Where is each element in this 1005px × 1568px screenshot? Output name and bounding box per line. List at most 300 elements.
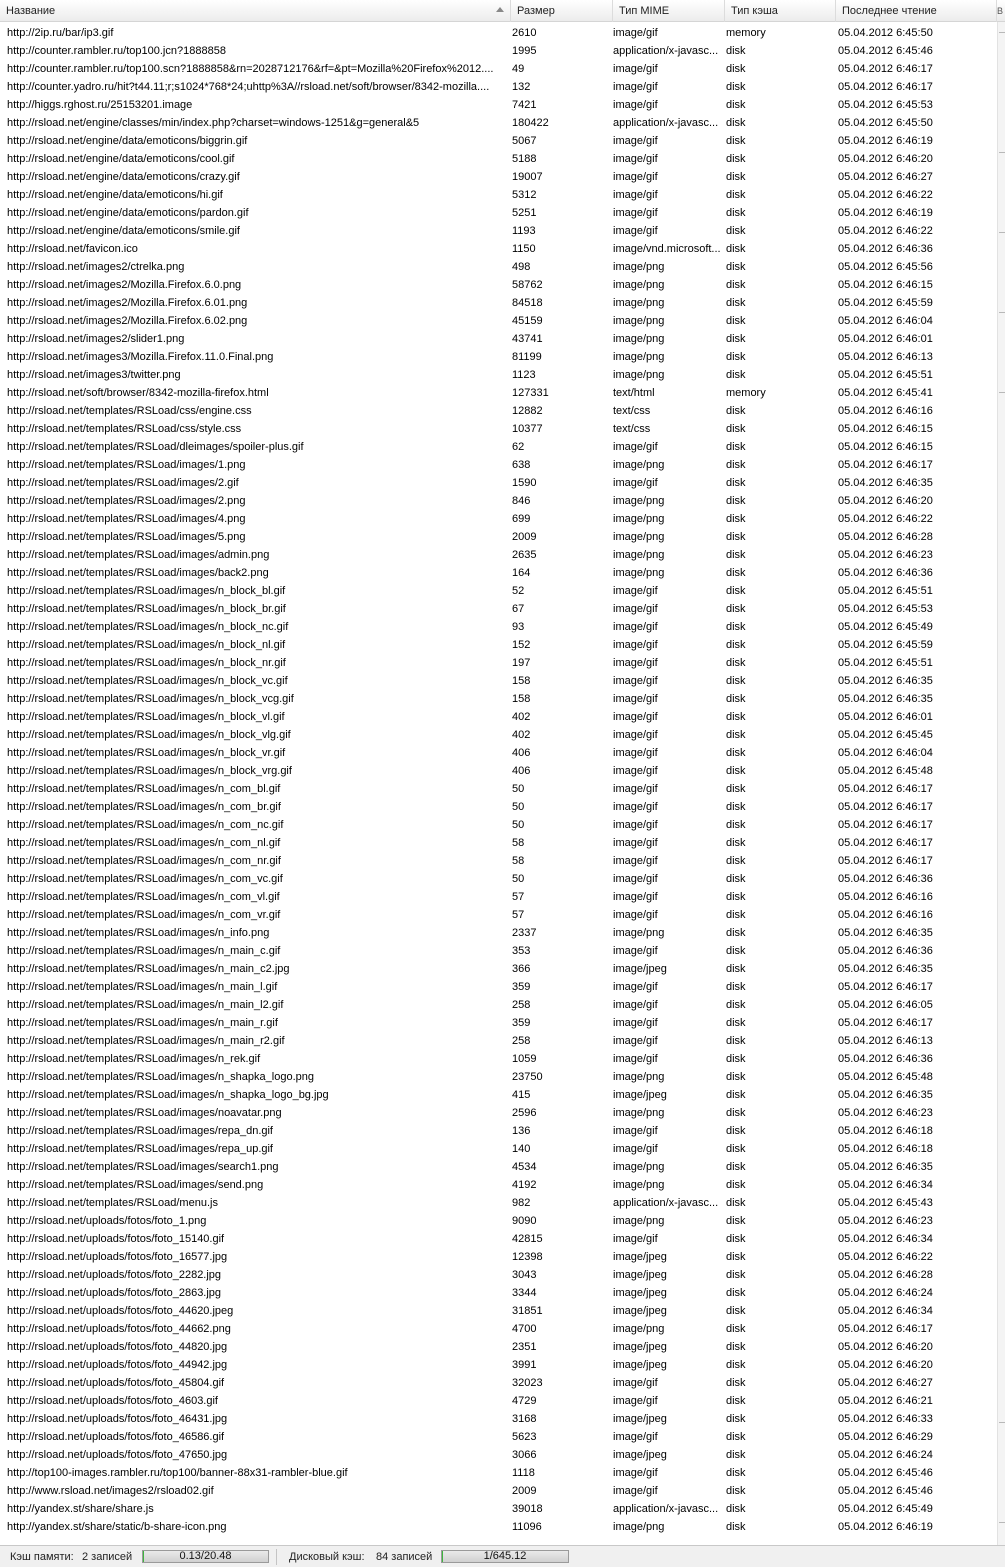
entry-mime: image/gif bbox=[613, 855, 658, 867]
entry-name: http://rsload.net/templates/RSLoad/images/n_block_vlg.gif bbox=[7, 729, 291, 741]
entry-last-read: 05.04.2012 6:45:46 bbox=[838, 1485, 933, 1497]
table-row[interactable] bbox=[0, 1212, 997, 1230]
table-row[interactable] bbox=[0, 1032, 997, 1050]
entry-last-read: 05.04.2012 6:46:35 bbox=[838, 1161, 933, 1173]
entry-mime: image/gif bbox=[613, 801, 658, 813]
table-row[interactable] bbox=[0, 132, 997, 150]
entry-name: http://rsload.net/templates/RSLoad/images/n_block_bl.gif bbox=[7, 585, 286, 597]
entry-cache-type: disk bbox=[726, 189, 746, 201]
table-row[interactable] bbox=[0, 978, 997, 996]
entry-cache-type: disk bbox=[726, 675, 746, 687]
table-row[interactable] bbox=[0, 906, 997, 924]
entry-size: 1995 bbox=[512, 45, 537, 57]
table-row[interactable] bbox=[0, 96, 997, 114]
entry-mime: image/gif bbox=[613, 819, 658, 831]
entry-name: http://rsload.net/engine/data/emoticons/smile.gif bbox=[7, 225, 240, 237]
table-row[interactable] bbox=[0, 1266, 997, 1284]
entry-mime: text/css bbox=[613, 405, 651, 417]
entry-name: http://top100-images.rambler.ru/top100/banner-88x31-rambler-blue.gif bbox=[7, 1467, 348, 1479]
entry-size: 49 bbox=[512, 63, 525, 75]
table-row[interactable] bbox=[0, 1104, 997, 1122]
table-row[interactable] bbox=[0, 42, 997, 60]
entry-mime: image/gif bbox=[613, 891, 658, 903]
column-header-size[interactable] bbox=[511, 0, 613, 22]
entry-name: http://rsload.net/templates/RSLoad/dleimages/spoiler-plus.gif bbox=[7, 441, 304, 453]
table-row[interactable] bbox=[0, 1086, 997, 1104]
table-row[interactable] bbox=[0, 24, 997, 42]
entry-mime: image/gif bbox=[613, 441, 658, 453]
entry-size: 136 bbox=[512, 1125, 531, 1137]
entry-mime: image/gif bbox=[613, 747, 658, 759]
entry-cache-type: disk bbox=[726, 477, 746, 489]
table-row[interactable] bbox=[0, 924, 997, 942]
entry-name: http://rsload.net/templates/RSLoad/images/5.png bbox=[7, 531, 246, 543]
table-row[interactable] bbox=[0, 708, 997, 726]
entry-size: 3043 bbox=[512, 1269, 537, 1281]
entry-last-read: 05.04.2012 6:46:28 bbox=[838, 1269, 933, 1281]
table-row[interactable] bbox=[0, 420, 997, 438]
entry-size: 1193 bbox=[512, 225, 536, 237]
entry-size: 52 bbox=[512, 585, 525, 597]
entry-mime: image/gif bbox=[613, 783, 658, 795]
table-row[interactable] bbox=[0, 240, 997, 258]
entry-name: http://2ip.ru/bar/ip3.gif bbox=[7, 27, 114, 39]
entry-size: 3344 bbox=[512, 1287, 537, 1299]
entry-name: http://rsload.net/templates/RSLoad/images/n_com_br.gif bbox=[7, 801, 281, 813]
entry-mime: application/x-javasc... bbox=[613, 45, 719, 57]
entry-name: http://rsload.net/templates/RSLoad/images/repa_up.gif bbox=[7, 1143, 273, 1155]
entry-last-read: 05.04.2012 6:46:16 bbox=[838, 891, 933, 903]
entry-last-read: 05.04.2012 6:45:41 bbox=[838, 387, 933, 399]
entry-last-read: 05.04.2012 6:46:21 bbox=[838, 1395, 933, 1407]
table-row[interactable] bbox=[0, 60, 997, 78]
entry-cache-type: disk bbox=[726, 243, 746, 255]
entry-cache-type: disk bbox=[726, 225, 746, 237]
entry-mime: image/png bbox=[613, 495, 665, 507]
table-row[interactable] bbox=[0, 852, 997, 870]
entry-last-read: 05.04.2012 6:46:17 bbox=[838, 819, 933, 831]
status-separator bbox=[276, 1549, 277, 1565]
table-row[interactable] bbox=[0, 1320, 997, 1338]
entry-cache-type: disk bbox=[726, 459, 746, 471]
table-row[interactable] bbox=[0, 510, 997, 528]
entry-name: http://rsload.net/uploads/fotos/foto_46586.gif bbox=[7, 1431, 225, 1443]
entry-size: 158 bbox=[512, 693, 531, 705]
entry-name: http://rsload.net/engine/data/emoticons/hi.gif bbox=[7, 189, 223, 201]
table-row[interactable] bbox=[0, 1482, 997, 1500]
entry-size: 1150 bbox=[512, 243, 536, 255]
column-picker-button[interactable] bbox=[997, 0, 1005, 22]
table-row[interactable] bbox=[0, 1518, 997, 1536]
column-header-name[interactable] bbox=[0, 0, 511, 22]
entry-size: 39018 bbox=[512, 1503, 543, 1515]
entry-mime: image/gif bbox=[613, 1377, 658, 1389]
entry-last-read: 05.04.2012 6:45:45 bbox=[838, 729, 933, 741]
entry-name: http://rsload.net/templates/RSLoad/images/2.gif bbox=[7, 477, 239, 489]
entry-last-read: 05.04.2012 6:46:22 bbox=[838, 513, 933, 525]
column-header-name-label: Название bbox=[6, 5, 56, 17]
entry-last-read: 05.04.2012 6:45:48 bbox=[838, 1071, 933, 1083]
entry-cache-type: disk bbox=[726, 297, 746, 309]
entry-mime: image/gif bbox=[613, 981, 658, 993]
column-header-cache-type-label: Тип кэша bbox=[731, 5, 778, 17]
entry-mime: image/png bbox=[613, 459, 665, 471]
table-row[interactable] bbox=[0, 1050, 997, 1068]
memory-cache-label: Кэш памяти: bbox=[10, 1551, 74, 1563]
entry-mime: image/gif bbox=[613, 1017, 658, 1029]
table-row[interactable] bbox=[0, 474, 997, 492]
table-row[interactable] bbox=[0, 276, 997, 294]
table-row[interactable] bbox=[0, 78, 997, 96]
disk-cache-usage: 1/645.12 bbox=[483, 1550, 527, 1562]
table-row[interactable] bbox=[0, 780, 997, 798]
entry-last-read: 05.04.2012 6:46:22 bbox=[838, 1251, 933, 1263]
entry-size: 406 bbox=[512, 747, 531, 759]
entry-last-read: 05.04.2012 6:45:48 bbox=[838, 765, 933, 777]
entry-name: http://rsload.net/templates/RSLoad/images/n_com_vr.gif bbox=[7, 909, 281, 921]
table-row[interactable] bbox=[0, 690, 997, 708]
entry-last-read: 05.04.2012 6:46:35 bbox=[838, 477, 933, 489]
column-header bbox=[0, 0, 997, 22]
entry-cache-type: disk bbox=[726, 333, 746, 345]
entry-cache-type: disk bbox=[726, 981, 746, 993]
entry-last-read: 05.04.2012 6:46:36 bbox=[838, 945, 933, 957]
entry-cache-type: disk bbox=[726, 405, 746, 417]
entry-last-read: 05.04.2012 6:46:33 bbox=[838, 1413, 933, 1425]
entry-cache-type: disk bbox=[726, 207, 746, 219]
scrollbar-mark bbox=[999, 1422, 1005, 1423]
entry-mime: image/gif bbox=[613, 873, 658, 885]
table-row[interactable] bbox=[0, 1392, 997, 1410]
table-row[interactable] bbox=[0, 492, 997, 510]
table-row[interactable] bbox=[0, 528, 997, 546]
entry-last-read: 05.04.2012 6:46:20 bbox=[838, 153, 933, 165]
table-row[interactable] bbox=[0, 456, 997, 474]
table-row[interactable] bbox=[0, 1140, 997, 1158]
table-row[interactable] bbox=[0, 222, 997, 240]
entry-cache-type: disk bbox=[726, 1269, 746, 1281]
entry-mime: image/gif bbox=[613, 171, 658, 183]
disk-cache-label: Дисковый кэш: bbox=[289, 1551, 365, 1563]
table-row[interactable] bbox=[0, 798, 997, 816]
table-row[interactable] bbox=[0, 1446, 997, 1464]
table-row[interactable] bbox=[0, 438, 997, 456]
entry-last-read: 05.04.2012 6:45:53 bbox=[838, 99, 933, 111]
entry-cache-type: disk bbox=[726, 873, 746, 885]
table-row[interactable] bbox=[0, 258, 997, 276]
disk-cache-entries: 84 записей bbox=[376, 1551, 433, 1563]
table-row[interactable] bbox=[0, 168, 997, 186]
entry-size: 9090 bbox=[512, 1215, 537, 1227]
entry-name: http://rsload.net/images2/Mozilla.Firefox.6.0.png bbox=[7, 279, 242, 291]
entry-cache-type: disk bbox=[726, 1287, 746, 1299]
entry-last-read: 05.04.2012 6:46:17 bbox=[838, 1323, 933, 1335]
entry-mime: image/png bbox=[613, 1071, 665, 1083]
entry-mime: application/x-javasc... bbox=[613, 117, 719, 129]
table-row[interactable] bbox=[0, 1194, 997, 1212]
entry-size: 5623 bbox=[512, 1431, 537, 1443]
entry-last-read: 05.04.2012 6:45:49 bbox=[838, 621, 933, 633]
cache-entry-list bbox=[0, 24, 997, 1536]
entry-cache-type: memory bbox=[726, 27, 766, 39]
entry-last-read: 05.04.2012 6:46:15 bbox=[838, 441, 933, 453]
entry-last-read: 05.04.2012 6:46:34 bbox=[838, 1305, 933, 1317]
entry-mime: image/gif bbox=[613, 621, 658, 633]
table-row[interactable] bbox=[0, 942, 997, 960]
table-row[interactable] bbox=[0, 672, 997, 690]
table-row[interactable] bbox=[0, 888, 997, 906]
entry-mime: image/gif bbox=[613, 1035, 658, 1047]
entry-last-read: 05.04.2012 6:46:23 bbox=[838, 1215, 933, 1227]
entry-last-read: 05.04.2012 6:46:36 bbox=[838, 1053, 933, 1065]
table-row[interactable] bbox=[0, 1230, 997, 1248]
entry-name: http://www.rsload.net/images2/rsload02.gif bbox=[7, 1485, 214, 1497]
entry-cache-type: disk bbox=[726, 1017, 746, 1029]
entry-size: 197 bbox=[512, 657, 531, 669]
entry-size: 258 bbox=[512, 1035, 531, 1047]
entry-mime: image/jpeg bbox=[613, 963, 667, 975]
entry-size: 5067 bbox=[512, 135, 537, 147]
entry-name: http://rsload.net/uploads/fotos/foto_4603.gif bbox=[7, 1395, 218, 1407]
table-row[interactable] bbox=[0, 1068, 997, 1086]
table-row[interactable] bbox=[0, 600, 997, 618]
table-row[interactable] bbox=[0, 582, 997, 600]
entry-cache-type: disk bbox=[726, 621, 746, 633]
table-row[interactable] bbox=[0, 564, 997, 582]
entry-mime: image/gif bbox=[613, 1125, 658, 1137]
entry-cache-type: disk bbox=[726, 1197, 746, 1209]
entry-last-read: 05.04.2012 6:45:53 bbox=[838, 603, 933, 615]
entry-last-read: 05.04.2012 6:46:17 bbox=[838, 837, 933, 849]
entry-size: 31851 bbox=[512, 1305, 543, 1317]
entry-cache-type: disk bbox=[726, 783, 746, 795]
entry-size: 19007 bbox=[512, 171, 543, 183]
table-row[interactable] bbox=[0, 1410, 997, 1428]
table-row[interactable] bbox=[0, 294, 997, 312]
entry-name: http://rsload.net/images2/Mozilla.Firefox.6.02.png bbox=[7, 315, 248, 327]
entry-size: 1590 bbox=[512, 477, 537, 489]
entry-last-read: 05.04.2012 6:45:59 bbox=[838, 297, 933, 309]
entry-name: http://rsload.net/uploads/fotos/foto_47650.jpg bbox=[7, 1449, 228, 1461]
table-row[interactable] bbox=[0, 1500, 997, 1518]
entry-mime: image/png bbox=[613, 1215, 665, 1227]
table-row[interactable] bbox=[0, 402, 997, 420]
entry-cache-type: disk bbox=[726, 747, 746, 759]
entry-name: http://rsload.net/images3/Mozilla.Firefox.11.0.Final.png bbox=[7, 351, 274, 363]
entry-last-read: 05.04.2012 6:45:46 bbox=[838, 45, 933, 57]
entry-name: http://rsload.net/templates/RSLoad/images/n_block_nl.gif bbox=[7, 639, 286, 651]
table-row[interactable] bbox=[0, 366, 997, 384]
table-row[interactable] bbox=[0, 834, 997, 852]
entry-mime: image/gif bbox=[613, 675, 658, 687]
entry-name: http://rsload.net/engine/data/emoticons/pardon.gif bbox=[7, 207, 249, 219]
entry-cache-type: disk bbox=[726, 729, 746, 741]
table-row[interactable] bbox=[0, 1374, 997, 1392]
entry-name: http://rsload.net/uploads/fotos/foto_1.png bbox=[7, 1215, 207, 1227]
entry-size: 1123 bbox=[512, 369, 536, 381]
entry-cache-type: disk bbox=[726, 945, 746, 957]
entry-cache-type: disk bbox=[726, 369, 746, 381]
table-row[interactable] bbox=[0, 384, 997, 402]
entry-size: 366 bbox=[512, 963, 531, 975]
entry-cache-type: disk bbox=[726, 531, 746, 543]
entry-last-read: 05.04.2012 6:46:15 bbox=[838, 423, 933, 435]
entry-cache-type: disk bbox=[726, 1467, 746, 1479]
column-header-last-read-label: Последнее чтение bbox=[842, 5, 937, 17]
entry-cache-type: disk bbox=[726, 1035, 746, 1047]
entry-mime: image/gif bbox=[613, 1485, 658, 1497]
table-row[interactable] bbox=[0, 546, 997, 564]
table-row[interactable] bbox=[0, 744, 997, 762]
column-header-last-read[interactable] bbox=[836, 0, 997, 22]
entry-mime: image/jpeg bbox=[613, 1089, 667, 1101]
entry-last-read: 05.04.2012 6:46:28 bbox=[838, 531, 933, 543]
table-row[interactable] bbox=[0, 114, 997, 132]
entry-name: http://rsload.net/templates/RSLoad/css/style.css bbox=[7, 423, 242, 435]
vertical-scrollbar[interactable] bbox=[997, 22, 1005, 1545]
entry-last-read: 05.04.2012 6:46:19 bbox=[838, 207, 933, 219]
entry-last-read: 05.04.2012 6:46:17 bbox=[838, 783, 933, 795]
table-row[interactable] bbox=[0, 348, 997, 366]
entry-size: 359 bbox=[512, 981, 531, 993]
entry-cache-type: disk bbox=[726, 1251, 746, 1263]
table-row[interactable] bbox=[0, 150, 997, 168]
entry-name: http://rsload.net/uploads/fotos/foto_15140.gif bbox=[7, 1233, 225, 1245]
table-row[interactable] bbox=[0, 870, 997, 888]
column-picker-label: В bbox=[997, 6, 1004, 16]
entry-last-read: 05.04.2012 6:46:23 bbox=[838, 1107, 933, 1119]
table-row[interactable] bbox=[0, 1014, 997, 1032]
entry-mime: image/gif bbox=[613, 153, 658, 165]
table-row[interactable] bbox=[0, 204, 997, 222]
entry-mime: image/gif bbox=[613, 1395, 658, 1407]
entry-cache-type: disk bbox=[726, 1179, 746, 1191]
entry-last-read: 05.04.2012 6:46:22 bbox=[838, 189, 933, 201]
table-row[interactable] bbox=[0, 1428, 997, 1446]
entry-cache-type: disk bbox=[726, 1341, 746, 1353]
entry-size: 10377 bbox=[512, 423, 543, 435]
entry-name: http://rsload.net/soft/browser/8342-mozilla-firefox.html bbox=[7, 387, 269, 399]
entry-cache-type: disk bbox=[726, 567, 746, 579]
entry-mime: image/gif bbox=[613, 909, 658, 921]
table-row[interactable] bbox=[0, 1338, 997, 1356]
entry-name: http://rsload.net/templates/RSLoad/images/n_main_l.gif bbox=[7, 981, 278, 993]
entry-last-read: 05.04.2012 6:46:36 bbox=[838, 873, 933, 885]
table-row[interactable] bbox=[0, 960, 997, 978]
entry-last-read: 05.04.2012 6:46:20 bbox=[838, 1359, 933, 1371]
table-row[interactable] bbox=[0, 636, 997, 654]
entry-mime: image/gif bbox=[613, 837, 658, 849]
entry-size: 699 bbox=[512, 513, 531, 525]
entry-name: http://rsload.net/images3/twitter.png bbox=[7, 369, 181, 381]
table-row[interactable] bbox=[0, 762, 997, 780]
entry-name: http://higgs.rghost.ru/25153201.image bbox=[7, 99, 193, 111]
entry-mime: image/gif bbox=[613, 477, 658, 489]
entry-size: 58 bbox=[512, 837, 525, 849]
entry-mime: image/png bbox=[613, 531, 665, 543]
table-row[interactable] bbox=[0, 1176, 997, 1194]
entry-name: http://rsload.net/templates/RSLoad/images/2.png bbox=[7, 495, 246, 507]
table-row[interactable] bbox=[0, 1122, 997, 1140]
table-row[interactable] bbox=[0, 1464, 997, 1482]
entry-name: http://rsload.net/templates/RSLoad/images/n_shapka_logo.png bbox=[7, 1071, 314, 1083]
scrollbar-mark bbox=[999, 1522, 1005, 1523]
entry-last-read: 05.04.2012 6:46:05 bbox=[838, 999, 933, 1011]
scrollbar-mark bbox=[999, 232, 1005, 233]
entry-last-read: 05.04.2012 6:45:46 bbox=[838, 1467, 933, 1479]
entry-size: 415 bbox=[512, 1089, 531, 1101]
table-row[interactable] bbox=[0, 312, 997, 330]
entry-last-read: 05.04.2012 6:46:36 bbox=[838, 243, 933, 255]
entry-mime: image/png bbox=[613, 297, 665, 309]
entry-size: 4729 bbox=[512, 1395, 537, 1407]
entry-cache-type: disk bbox=[726, 711, 746, 723]
entry-last-read: 05.04.2012 6:46:18 bbox=[838, 1125, 933, 1137]
entry-size: 2351 bbox=[512, 1341, 537, 1353]
entry-size: 2337 bbox=[512, 927, 537, 939]
entry-size: 23750 bbox=[512, 1071, 543, 1083]
entry-last-read: 05.04.2012 6:46:13 bbox=[838, 351, 933, 363]
entry-cache-type: disk bbox=[726, 513, 746, 525]
table-row[interactable] bbox=[0, 330, 997, 348]
table-row[interactable] bbox=[0, 186, 997, 204]
entry-mime: image/jpeg bbox=[613, 1251, 667, 1263]
column-header-cache-type[interactable] bbox=[725, 0, 836, 22]
table-row[interactable] bbox=[0, 1356, 997, 1374]
entry-name: http://rsload.net/templates/RSLoad/images/search1.png bbox=[7, 1161, 279, 1173]
table-row[interactable] bbox=[0, 816, 997, 834]
entry-mime: image/gif bbox=[613, 99, 658, 111]
entry-cache-type: disk bbox=[726, 801, 746, 813]
entry-mime: image/png bbox=[613, 927, 665, 939]
table-row[interactable] bbox=[0, 1158, 997, 1176]
entry-name: http://rsload.net/engine/data/emoticons/crazy.gif bbox=[7, 171, 240, 183]
entry-cache-type: disk bbox=[726, 927, 746, 939]
entry-mime: image/gif bbox=[613, 1467, 658, 1479]
entry-mime: application/x-javasc... bbox=[613, 1197, 719, 1209]
entry-last-read: 05.04.2012 6:46:17 bbox=[838, 81, 933, 93]
table-row[interactable] bbox=[0, 1284, 997, 1302]
entry-mime: image/png bbox=[613, 549, 665, 561]
entry-last-read: 05.04.2012 6:45:43 bbox=[838, 1197, 933, 1209]
entry-cache-type: disk bbox=[726, 99, 746, 111]
entry-mime: image/gif bbox=[613, 639, 658, 651]
entry-name: http://rsload.net/images2/Mozilla.Firefox.6.01.png bbox=[7, 297, 248, 309]
entry-size: 846 bbox=[512, 495, 531, 507]
entry-name: http://rsload.net/images2/ctrelka.png bbox=[7, 261, 185, 273]
entry-size: 58762 bbox=[512, 279, 543, 291]
table-row[interactable] bbox=[0, 618, 997, 636]
entry-last-read: 05.04.2012 6:45:59 bbox=[838, 639, 933, 651]
entry-mime: image/gif bbox=[613, 999, 658, 1011]
table-row[interactable] bbox=[0, 1248, 997, 1266]
entry-last-read: 05.04.2012 6:46:17 bbox=[838, 459, 933, 471]
entry-size: 2009 bbox=[512, 1485, 537, 1497]
entry-cache-type: disk bbox=[726, 423, 746, 435]
table-row[interactable] bbox=[0, 726, 997, 744]
table-row[interactable] bbox=[0, 654, 997, 672]
entry-cache-type: disk bbox=[726, 1485, 746, 1497]
entry-name: http://rsload.net/templates/RSLoad/images/n_shapka_logo_bg.jpg bbox=[7, 1089, 329, 1101]
entry-name: http://rsload.net/templates/RSLoad/menu.js bbox=[7, 1197, 218, 1209]
table-row[interactable] bbox=[0, 1302, 997, 1320]
column-header-mime[interactable] bbox=[613, 0, 725, 22]
entry-last-read: 05.04.2012 6:45:50 bbox=[838, 117, 933, 129]
entry-cache-type: disk bbox=[726, 1089, 746, 1101]
entry-name: http://rsload.net/templates/RSLoad/images/n_rek.gif bbox=[7, 1053, 261, 1065]
table-row[interactable] bbox=[0, 996, 997, 1014]
entry-size: 353 bbox=[512, 945, 531, 957]
